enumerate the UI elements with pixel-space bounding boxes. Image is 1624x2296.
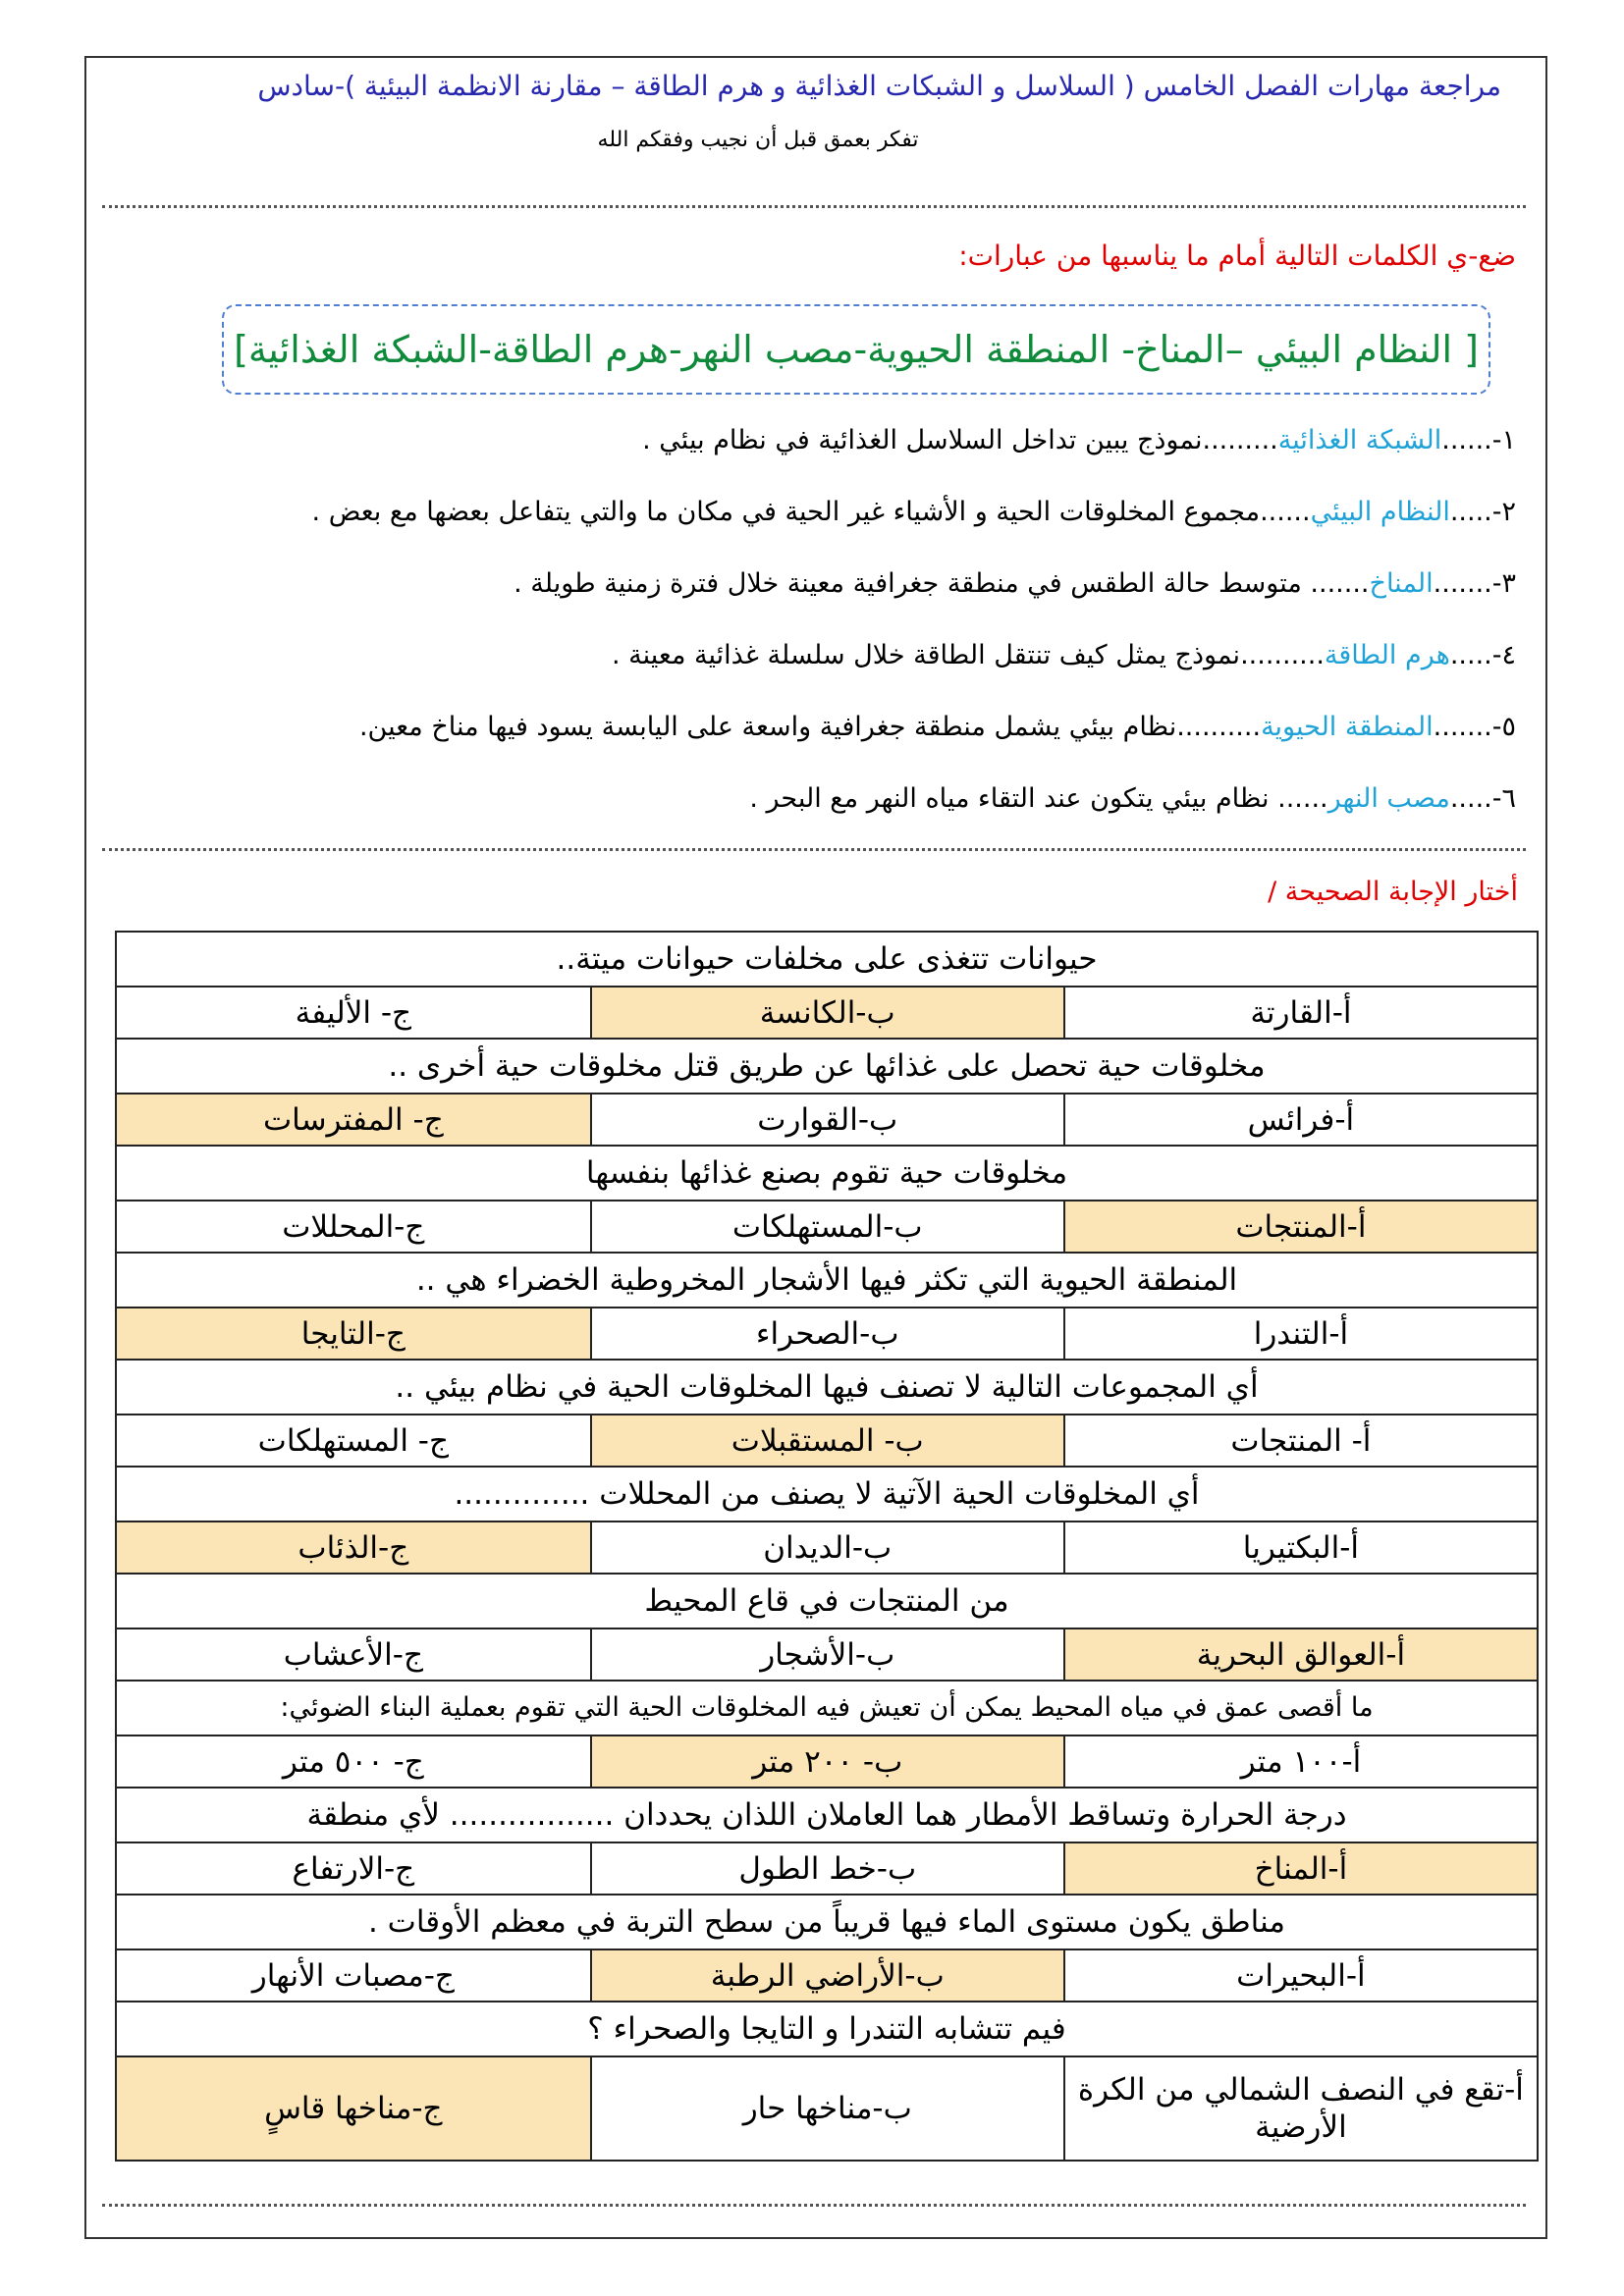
dotted-divider [102,205,1526,208]
option-a: أ-المنتجات [1064,1201,1538,1253]
option-a: أ-البحيرات [1064,1949,1538,2002]
option-b: ب- ٢٠٠ متر [591,1735,1064,1788]
word-bank-box [222,304,1490,395]
option-a: أ-المناخ [1064,1842,1538,1895]
option-c: ج- ٥٠٠ متر [116,1735,591,1788]
option-a: أ-التندرا [1064,1308,1538,1360]
option-c: ج-الارتفاع [116,1842,591,1895]
question: درجة الحرارة وتساقط الأمطار هما العاملان اللذان يحددان ................. لأي منطقة [116,1788,1538,1842]
option-b: ب-المستهلكات [591,1201,1064,1253]
answer-text: الشبكة الغذائية [1277,425,1442,455]
option-c: ج-التايجا [116,1308,591,1360]
question: أي المجموعات التالية لا تصنف فيها المخلوقات الحية في نظام بيئي .. [116,1360,1538,1415]
section2-instruction: أختار الإجابة الصحيحة / [1268,877,1518,907]
option-a: أ-١٠٠ متر [1064,1735,1538,1788]
dotted-divider [102,848,1526,851]
definition-item: ٥-.......المنطقة الحيوية..........نظام بيئي يشمل منطقة جغرافية واسعة على اليابسة يسود فيها مناخ معين. [358,712,1516,742]
option-b: ب-الديدان [591,1522,1064,1574]
question: من المنتجات في قاع المحيط [116,1574,1538,1629]
option-c: ج- المفترسات [116,1094,591,1146]
worksheet-title: مراجعة مهارات الفصل الخامس ( السلاسل و الشبكات الغذائية و هرم الطاقة – مقارنة الانظمة البيئية )-سادس [257,70,1501,102]
option-b: ب-الأراضي الرطبة [591,1949,1064,2002]
dotted-divider [102,2204,1526,2207]
section1-instruction: ضع-ي الكلمات التالية أمام ما يناسبها من عبارات: [958,240,1516,272]
option-b: ب-القوارت [591,1094,1064,1146]
option-b: ب-مناخها حار [591,2056,1064,2161]
option-b: ب-الكانسة [591,987,1064,1039]
answer-text: المناخ [1369,568,1434,599]
option-c: ج- المستهلكات [116,1415,591,1467]
option-c: ج-المحللات [116,1201,591,1253]
option-b: ب- المستقبلات [591,1415,1064,1467]
option-b: ب-الصحراء [591,1308,1064,1360]
definition-item: ٣-.......المناخ....... متوسط حالة الطقس في منطقة جغرافية معينة خلال فترة زمنية طويلة . [514,568,1516,599]
question: حيوانات تتغذى على مخلفات حيوانات ميتة.. [116,932,1538,987]
option-a: أ-البكتيريا [1064,1522,1538,1574]
question: ما أقصى عمق في مياه المحيط يمكن أن تعيش فيه المخلوقات الحية التي تقوم بعملية البناء الضوئي: [116,1681,1538,1735]
worksheet-subtitle: تفكر بعمق قبل أن نجيب وفقكم الله [597,128,919,152]
definition-item: ١-......الشبكة الغذائية.........نموذج يبين تداخل السلاسل الغذائية في نظام بيئي . [642,425,1516,455]
definition-item: ٤-.....هرم الطاقة..........نموذج يمثل كيف تنتقل الطاقة خلال سلسلة غذائية معينة . [611,640,1516,670]
option-a: أ-القارتة [1064,987,1538,1039]
option-c: ج-الأعشاب [116,1629,591,1681]
option-a: أ-العوالق البحرية [1064,1629,1538,1681]
mcq-table [115,931,1539,2162]
definition-item: ٦-.....مصب النهر...... نظام بيئي يتكون عند التقاء مياه النهر مع البحر . [749,783,1516,814]
option-a: أ- المنتجات [1064,1415,1538,1467]
option-c: ج-الذئاب [116,1522,591,1574]
answer-text: المنطقة الحيوية [1261,712,1434,742]
option-a: أ-فرائس [1064,1094,1538,1146]
option-a: أ-تقع في النصف الشمالي من الكرة الأرضية [1064,2056,1538,2161]
question: مخلوقات حية تقوم بصنع غذائها بنفسها [116,1146,1538,1201]
answer-text: مصب النهر [1327,783,1450,814]
definitions-list [118,412,1516,842]
option-b: ب-خط الطول [591,1842,1064,1895]
answer-text: هرم الطاقة [1324,640,1450,670]
answer-text: النظام البيئي [1310,497,1450,527]
question: فيم تتشابه التندرا و التايجا والصحراء ؟ [116,2002,1538,2056]
question: أي المخلوقات الحية الآتية لا يصنف من المحللات .............. [116,1467,1538,1522]
question: مناطق يكون مستوى الماء فيها قريباً من سطح التربة في معظم الأوقات . [116,1895,1538,1949]
option-c: ج-مصبات الأنهار [116,1949,591,2002]
question: المنطقة الحيوية التي تكثر فيها الأشجار المخروطية الخضراء هي .. [116,1253,1538,1308]
option-b: ب-الأشجار [591,1629,1064,1681]
option-c: ج- الأليفة [116,987,591,1039]
question: مخلوقات حية تحصل على غذائها عن طريق قتل مخلوقات حية أخرى .. [116,1039,1538,1094]
definition-item: ٢-.....النظام البيئي......مجموع المخلوقات الحية و الأشياء غير الحية في مكان ما والتي يتفاعل بعضها مع بعض . [311,497,1516,527]
option-c: ج-مناخها قاسٍ [116,2056,591,2161]
word-bank: [ النظام البيئي –المناخ- المنطقة الحيوية-مصب النهر-هرم الطاقة-الشبكة الغذائية] [234,328,1479,371]
